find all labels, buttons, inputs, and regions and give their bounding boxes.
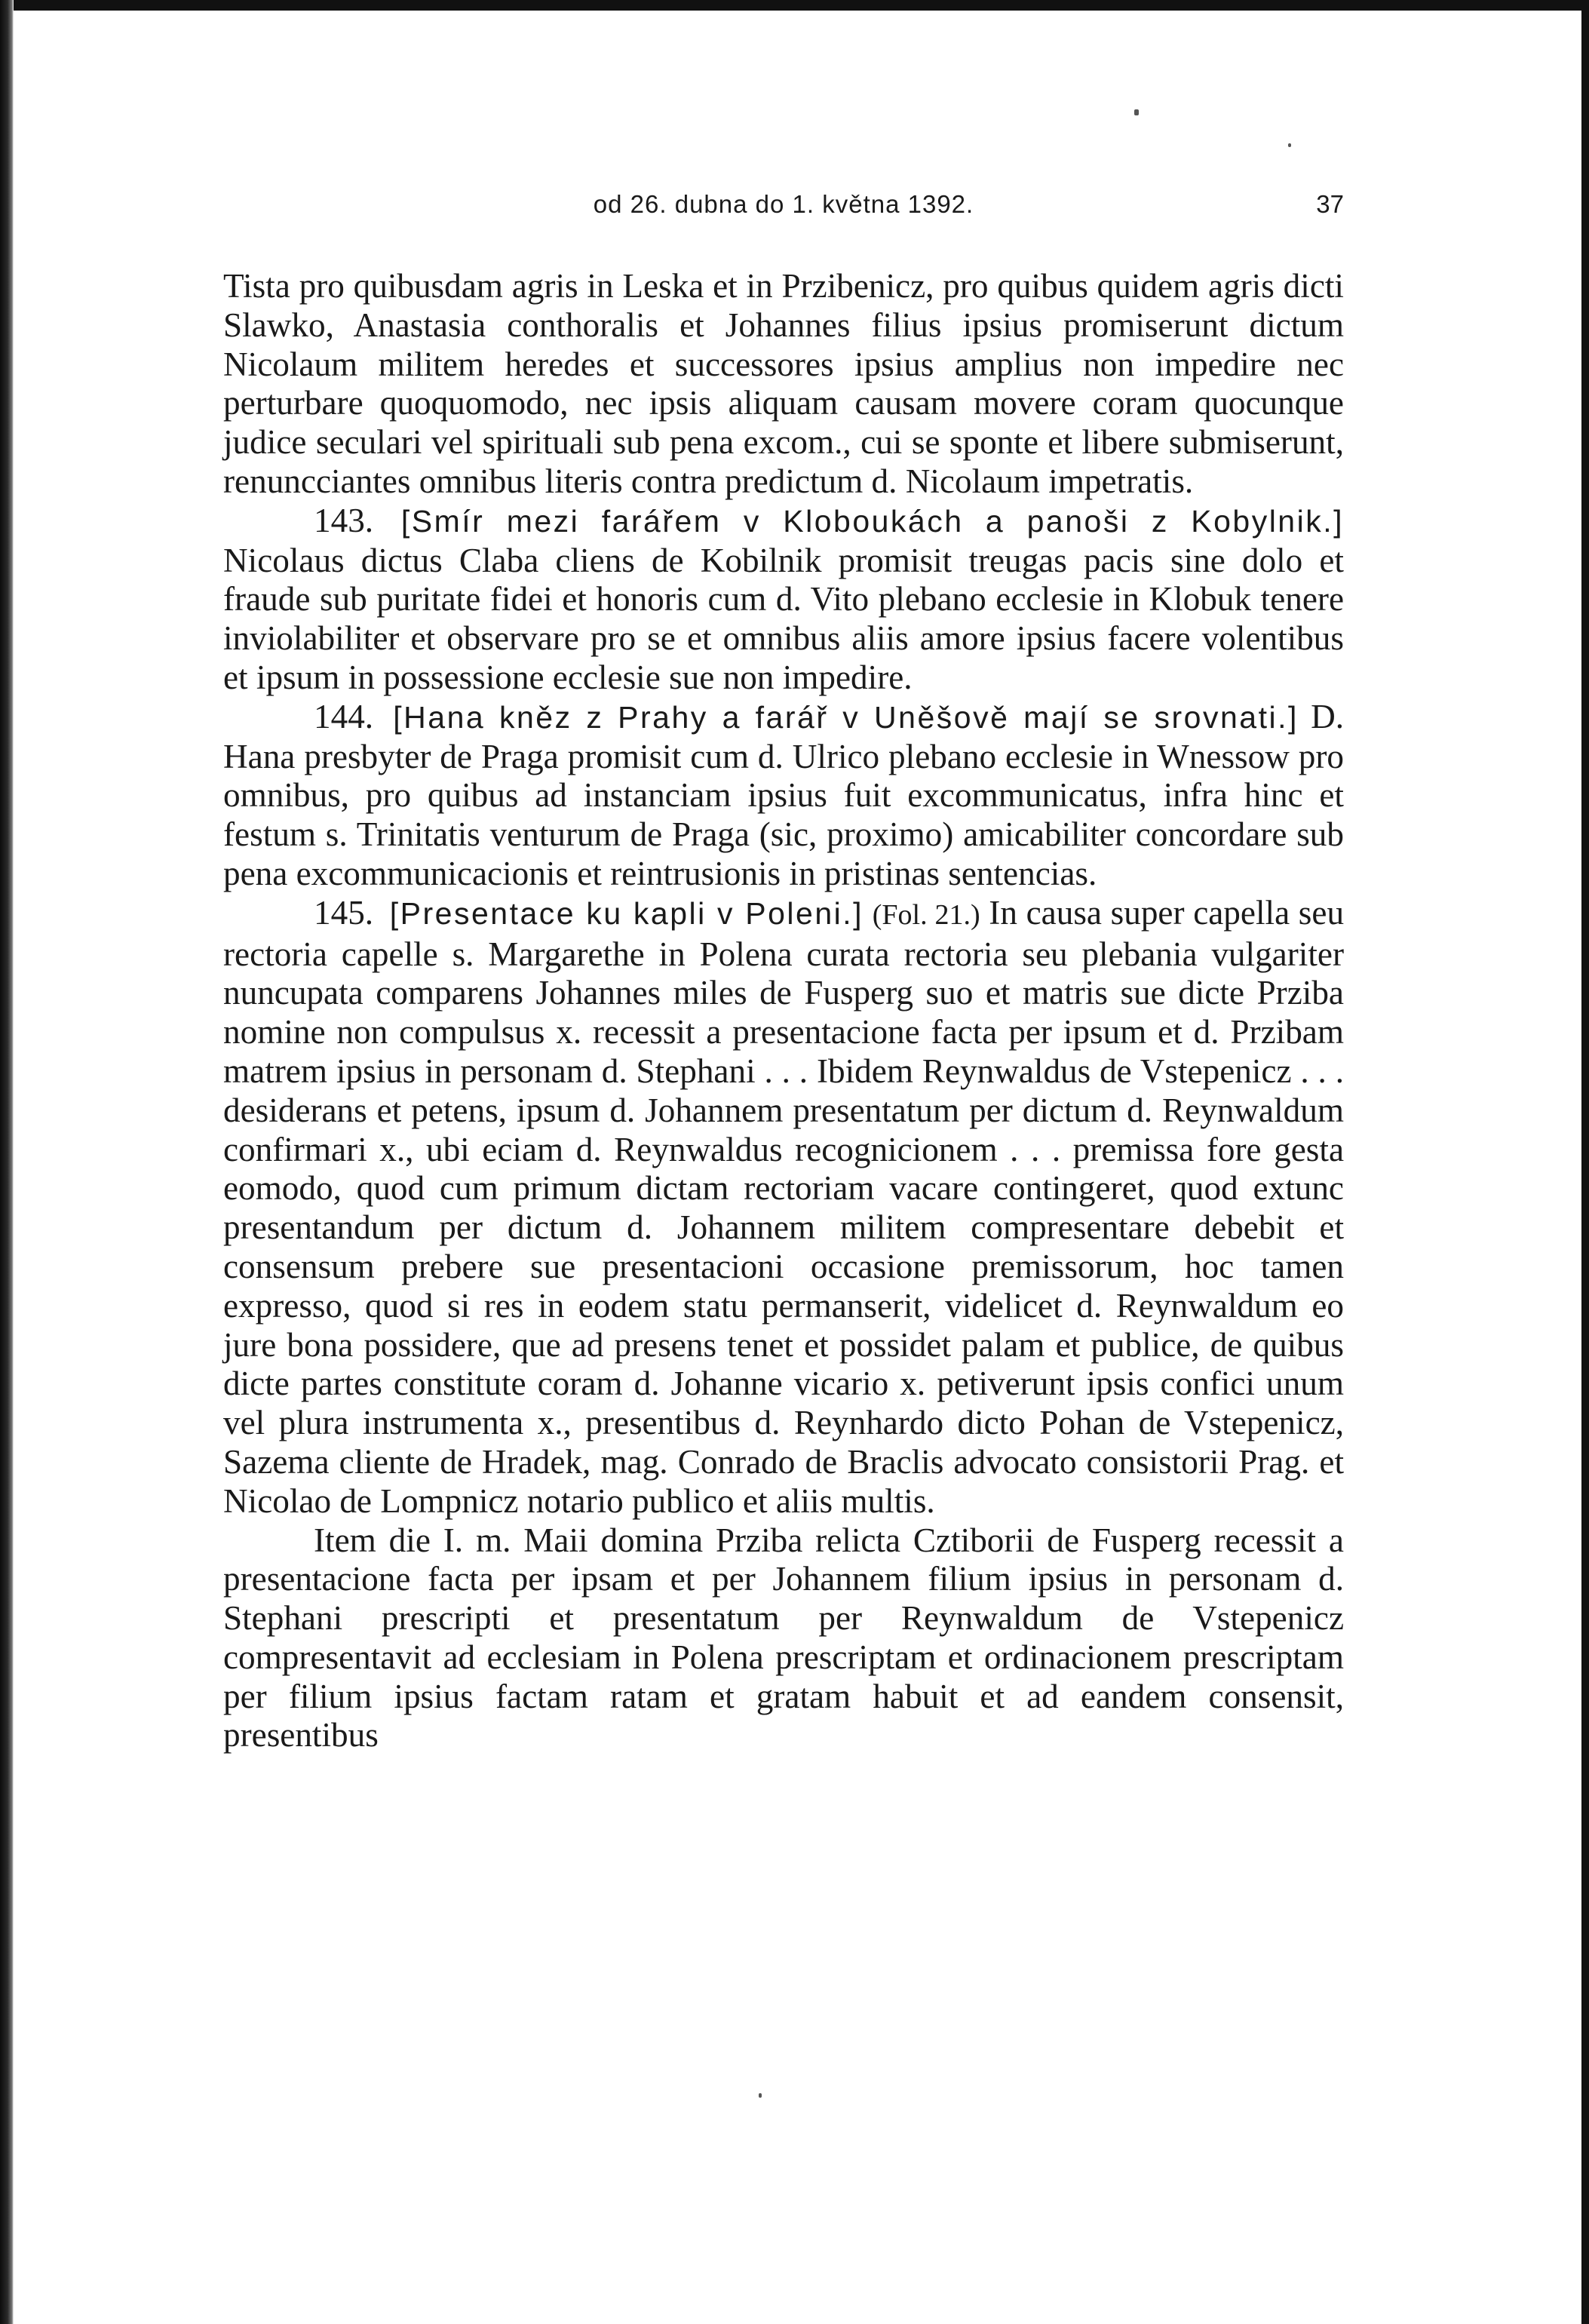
scan-speck (759, 2093, 762, 2098)
entry-number: 145. (314, 893, 374, 932)
scan-border-top (0, 0, 1589, 11)
document-body (223, 267, 1344, 1755)
entry-heading: [Hana kněz z Prahy a farář v Uněšově mají se srovnati.] (393, 699, 1299, 735)
entry-143 (223, 502, 1344, 698)
entry-text: Nicolaus dictus Claba cliens de Kobilnik promisit treugas pacis sine dolo et fraude sub puritate fidei et honoris cum d. Vito plebano ecclesie in Klobuk tenere inviolabiliter et observare pro se et omnibus aliis amore ipsius facere volentibus et ipsum in possessione ecclesie sue non impedire. (223, 541, 1344, 696)
scan-border-right (1581, 0, 1589, 2324)
scan-border-left (0, 0, 14, 2324)
entry-145 (223, 894, 1344, 1521)
scan-speck (1288, 143, 1291, 147)
scan-speck (1134, 109, 1139, 115)
page-header (223, 190, 1344, 228)
entry-number: 143. (314, 501, 374, 539)
entry-number: 144. (314, 697, 374, 735)
entry-heading: [Smír mezi farářem v Kloboukách a panoši z Kobylnik.] (400, 503, 1345, 539)
final-paragraph: Item die I. m. Maii domina Prziba relicta Cztiborii de Fusperg recessit a presentacione facta per ipsam et per Johannem filium ipsius in personam d. Stephani prescripti et presentatum per Reynwaldum de Vstepenicz compresentavit ad ecclesiam in Polena prescriptam et ordinacionem prescriptam per filium ipsius factam ratam et gratam habuit et ad eandem consensit, presentibus (223, 1521, 1344, 1755)
entry-text: In causa super capella seu rectoria capelle s. Margarethe in Polena curata rectoria seu plebania vulgariter nuncupata comparens Johannes miles de Fusperg suo et matris sue dicte Prziba nomine non compulsus x. recessit a presentacione facta per ipsum et d. Przibam matrem ipsius in personam d. Stephani . . . Ibidem Reynwaldus de Vstepenicz . . . desiderans et petens, ipsum d. Johannem presentatum per dictum d. Reynwaldum confirmari x., ubi eciam d. Reynwaldus recognicionem . . . premissa fore gesta eomodo, quod cum primum dictam rectoriam vacare contingeret, quod extunc presentandum per dictum d. Johannem militem compresentare debebit et consensum prebere sue presentacioni occasione premissorum, hoc tamen expresso, quod si res in eodem statu permanserit, videlicet d. Reynwaldum eo jure bona possidere, que ad presens tenet et possidet palam et publice, de quibus dicte partes constitute coram d. Johanne vicario x. petiverunt ipsis confici unum vel plura instrumenta x., presentibus d. Reynhardo dicto Pohan de Vstepenicz, Sazema cliente de Hradek, mag. Conrado de Braclis advocato consistorii Prag. et Nicolao de Lompnicz notario publico et aliis multis. (223, 893, 1345, 1520)
running-head: od 26. dubna do 1. května 1392. (593, 190, 974, 218)
continuation-paragraph: Tista pro quibusdam agris in Leska et in Przibenicz, pro quibus quidem agris dicti Slawko, Anastasia conthoralis et Johannes filius ipsius promiserunt dictum Nicolaum militem heredes et successores ipsius amplius non impedire nec perturbare quoquomodo, nec ipsis aliquam causam movere coram quocunque judice seculari vel spirituali sub pena excom., cui se sponte et libere submiserunt, renuncciantes omnibus literis contra predictum d. Nicolaum impetratis. (223, 267, 1344, 500)
page-number: 37 (1316, 190, 1344, 218)
entry-text: D. Hana presbyter de Praga promisit cum d. Ulrico plebano ecclesie in Wnessow pro omnibus, pro quibus ad instanciam ipsius fuit excommunicatus, infra hinc et festum s. Trinitatis venturum de Praga (sic, proximo) amicabiliter concordare sub pena excommunicacionis et reintrusionis in pristinas sentencias. (223, 697, 1344, 892)
entry-heading: [Presentace ku kapli v Poleni.] (389, 895, 864, 931)
entry-144 (223, 698, 1344, 894)
folio-reference: (Fol. 21.) (872, 898, 980, 931)
